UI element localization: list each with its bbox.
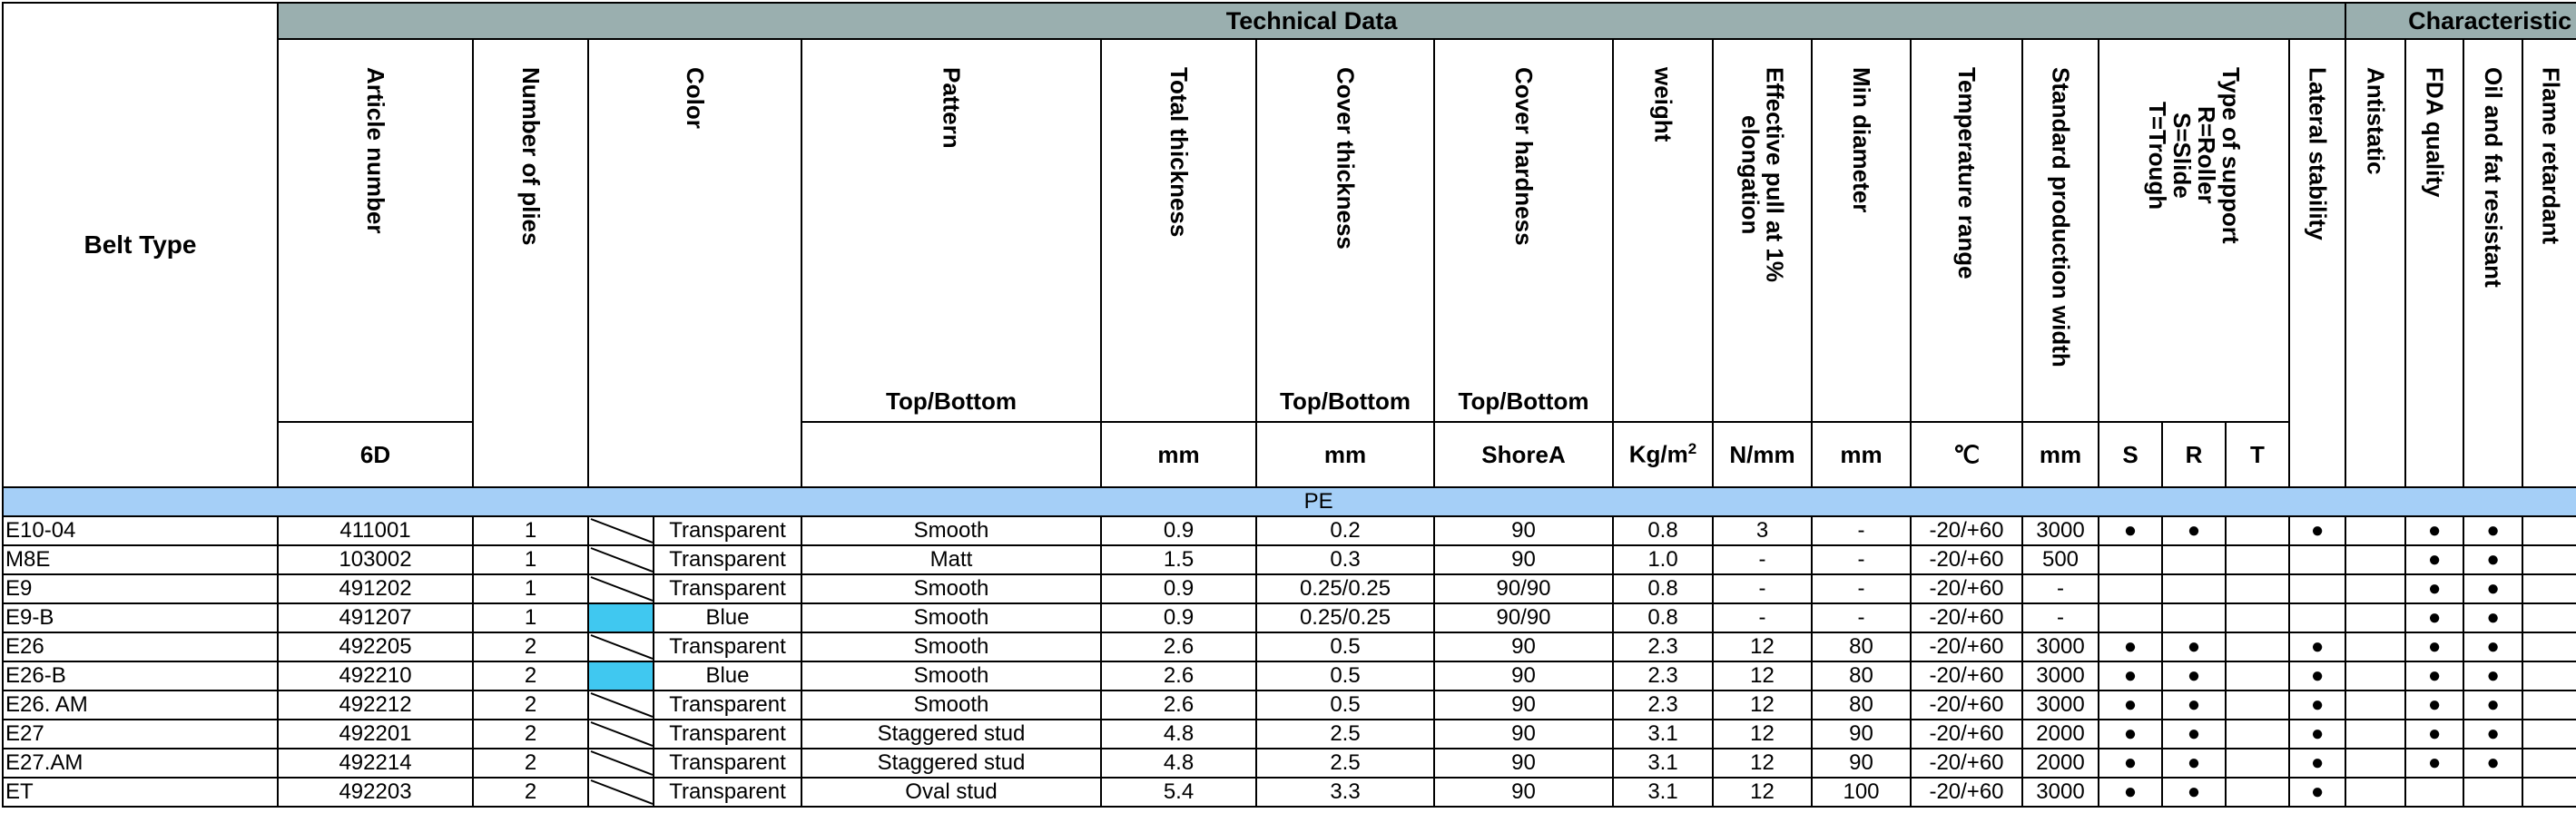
table-row [3, 691, 2576, 720]
production-width-cell: - [2022, 603, 2099, 632]
unit-support-s: S [2099, 422, 2162, 487]
antistatic-cell [2345, 778, 2405, 807]
production-width-cell: - [2022, 574, 2099, 603]
production-width-cell: 3000 [2022, 778, 2099, 807]
header-flame-retardant: Flame retardant [2522, 39, 2576, 487]
lateral-stability-cell: ● [2289, 720, 2345, 749]
cover-thickness-cell: 2.5 [1256, 720, 1434, 749]
support-r-cell [2162, 574, 2226, 603]
total-thickness-cell: 2.6 [1101, 691, 1256, 720]
flame-retardant-cell [2522, 749, 2576, 778]
table-row [3, 749, 2576, 778]
belt-type-cell: M8E [3, 545, 278, 574]
article-number-cell: 103002 [278, 545, 473, 574]
support-s-cell: ● [2099, 632, 2162, 661]
production-width-cell: 2000 [2022, 720, 2099, 749]
color-cell: Transparent [654, 720, 801, 749]
cover-hardness-cell: 90 [1434, 749, 1613, 778]
unit-cover-hardness: ShoreA [1434, 422, 1613, 487]
oil-fat-cell: ● [2463, 516, 2522, 545]
color-swatch [588, 720, 654, 749]
fda-quality-cell: ● [2405, 574, 2463, 603]
support-t-cell [2226, 632, 2289, 661]
temperature-cell: -20/+60 [1911, 603, 2022, 632]
effective-pull-cell: 12 [1713, 661, 1812, 691]
table-row [3, 778, 2576, 807]
fda-quality-cell: ● [2405, 720, 2463, 749]
support-s-cell: ● [2099, 749, 2162, 778]
cover-hardness-cell: 90 [1434, 661, 1613, 691]
weight-cell: 2.3 [1613, 632, 1713, 661]
header-color: Color [588, 39, 801, 487]
pattern-cell: Smooth [801, 632, 1101, 661]
pattern-cell: Smooth [801, 691, 1101, 720]
support-r-cell: ● [2162, 720, 2226, 749]
antistatic-cell [2345, 545, 2405, 574]
plies-cell: 1 [473, 603, 588, 632]
support-s-cell [2099, 574, 2162, 603]
oil-fat-cell: ● [2463, 632, 2522, 661]
temperature-cell: -20/+60 [1911, 720, 2022, 749]
support-r-cell: ● [2162, 691, 2226, 720]
article-number-cell: 491202 [278, 574, 473, 603]
header-antistatic: Antistatic [2345, 39, 2405, 487]
belt-type-cell: E26. AM [3, 691, 278, 720]
belt-type-cell: E27 [3, 720, 278, 749]
effective-pull-cell: 12 [1713, 778, 1812, 807]
min-diameter-cell: - [1812, 603, 1911, 632]
lateral-stability-cell: ● [2289, 661, 2345, 691]
color-cell: Transparent [654, 691, 801, 720]
color-cell: Transparent [654, 632, 801, 661]
color-swatch [588, 603, 654, 632]
color-cell: Blue [654, 661, 801, 691]
pattern-cell: Staggered stud [801, 749, 1101, 778]
color-cell: Transparent [654, 749, 801, 778]
support-r-cell: ● [2162, 749, 2226, 778]
header-temperature-range: Temperature range [1911, 39, 2022, 422]
min-diameter-cell: 80 [1812, 691, 1911, 720]
support-s-cell: ● [2099, 661, 2162, 691]
support-s-cell [2099, 545, 2162, 574]
flame-retardant-cell [2522, 661, 2576, 691]
plies-cell: 2 [473, 720, 588, 749]
total-thickness-cell: 2.6 [1101, 661, 1256, 691]
belt-type-cell: E27.AM [3, 749, 278, 778]
temperature-cell: -20/+60 [1911, 632, 2022, 661]
total-thickness-cell: 4.8 [1101, 749, 1256, 778]
plies-cell: 2 [473, 632, 588, 661]
min-diameter-cell: - [1812, 574, 1911, 603]
color-cell: Transparent [654, 778, 801, 807]
header-effective-pull: Effective pull at 1% elongation [1713, 39, 1812, 422]
flame-retardant-cell [2522, 545, 2576, 574]
support-t-cell [2226, 603, 2289, 632]
article-number-cell: 492210 [278, 661, 473, 691]
unit-article: 6D [278, 422, 473, 487]
unit-weight: $Kg/m^2$ [1613, 422, 1713, 487]
flame-retardant-cell [2522, 574, 2576, 603]
header-cover-thickness-sub: Top/Bottom [1280, 387, 1411, 415]
support-r-cell: ● [2162, 516, 2226, 545]
color-cell: Transparent [654, 516, 801, 545]
temperature-cell: -20/+60 [1911, 516, 2022, 545]
table-row [3, 574, 2576, 603]
oil-fat-cell: ● [2463, 720, 2522, 749]
group-technical-data: Technical Data [278, 3, 2345, 39]
color-cell: Transparent [654, 574, 801, 603]
oil-fat-cell: ● [2463, 661, 2522, 691]
lateral-stability-cell: ● [2289, 749, 2345, 778]
support-s-cell: ● [2099, 720, 2162, 749]
cover-thickness-cell: 0.25/0.25 [1256, 574, 1434, 603]
antistatic-cell [2345, 691, 2405, 720]
header-production-width: Standard production width [2022, 39, 2099, 422]
article-number-cell: 492203 [278, 778, 473, 807]
total-thickness-cell: 0.9 [1101, 574, 1256, 603]
header-article-number: Article number [278, 39, 473, 422]
cover-hardness-cell: 90 [1434, 545, 1613, 574]
color-cell: Blue [654, 603, 801, 632]
article-number-cell: 491207 [278, 603, 473, 632]
total-thickness-cell: 4.8 [1101, 720, 1256, 749]
unit-pattern [801, 422, 1101, 487]
support-r-cell: ● [2162, 661, 2226, 691]
antistatic-cell [2345, 516, 2405, 545]
antistatic-cell [2345, 603, 2405, 632]
lateral-stability-cell: ● [2289, 516, 2345, 545]
support-t-cell [2226, 720, 2289, 749]
min-diameter-cell: 80 [1812, 632, 1911, 661]
temperature-cell: -20/+60 [1911, 661, 2022, 691]
unit-pull: N/mm [1713, 422, 1812, 487]
cover-thickness-cell: 0.2 [1256, 516, 1434, 545]
antistatic-cell [2345, 720, 2405, 749]
pattern-cell: Smooth [801, 574, 1101, 603]
plies-cell: 1 [473, 574, 588, 603]
total-thickness-cell: 0.9 [1101, 516, 1256, 545]
production-width-cell: 3000 [2022, 516, 2099, 545]
lateral-stability-cell: ● [2289, 778, 2345, 807]
cover-hardness-cell: 90 [1434, 778, 1613, 807]
header-lateral-stability: Lateral stability [2289, 39, 2345, 487]
temperature-cell: -20/+60 [1911, 778, 2022, 807]
support-r-cell: ● [2162, 778, 2226, 807]
production-width-cell: 2000 [2022, 749, 2099, 778]
flame-retardant-cell [2522, 632, 2576, 661]
production-width-cell: 3000 [2022, 691, 2099, 720]
header-total-thickness: Total thickness [1101, 39, 1256, 422]
cover-hardness-cell: 90 [1434, 632, 1613, 661]
antistatic-cell [2345, 632, 2405, 661]
weight-cell: 3.1 [1613, 720, 1713, 749]
unit-cover-thickness: mm [1256, 422, 1434, 487]
cover-thickness-cell: 0.5 [1256, 632, 1434, 661]
belt-type-cell: E9-B [3, 603, 278, 632]
cover-hardness-cell: 90/90 [1434, 603, 1613, 632]
header-fda-quality: FDA quality [2405, 39, 2463, 487]
support-s-cell [2099, 603, 2162, 632]
temperature-cell: -20/+60 [1911, 691, 2022, 720]
effective-pull-cell: - [1713, 545, 1812, 574]
pattern-cell: Matt [801, 545, 1101, 574]
belt-type-cell: E10-04 [3, 516, 278, 545]
cover-thickness-cell: 0.3 [1256, 545, 1434, 574]
fda-quality-cell: ● [2405, 661, 2463, 691]
fda-quality-cell: ● [2405, 545, 2463, 574]
table-row [3, 720, 2576, 749]
belt-type-cell: E26-B [3, 661, 278, 691]
belt-type-cell: E26 [3, 632, 278, 661]
belt-type-cell: ET [3, 778, 278, 807]
belt-spec-table [2, 2, 2576, 808]
support-r-cell [2162, 603, 2226, 632]
effective-pull-cell: - [1713, 574, 1812, 603]
temperature-cell: -20/+60 [1911, 545, 2022, 574]
support-r-cell [2162, 545, 2226, 574]
cover-thickness-cell: 0.5 [1256, 661, 1434, 691]
table-row [3, 661, 2576, 691]
total-thickness-cell: 0.9 [1101, 603, 1256, 632]
flame-retardant-cell [2522, 778, 2576, 807]
pattern-cell: Smooth [801, 603, 1101, 632]
support-r-cell: ● [2162, 632, 2226, 661]
support-t-cell [2226, 661, 2289, 691]
weight-cell: 3.1 [1613, 778, 1713, 807]
header-weight: weight [1613, 39, 1713, 422]
cover-hardness-cell: 90 [1434, 691, 1613, 720]
weight-cell: 0.8 [1613, 603, 1713, 632]
belt-type-cell: E9 [3, 574, 278, 603]
color-swatch [588, 632, 654, 661]
oil-fat-cell: ● [2463, 574, 2522, 603]
header-cover-hardness: Cover hardness Top/Bottom [1434, 39, 1613, 422]
support-t-cell [2226, 545, 2289, 574]
effective-pull-cell: 12 [1713, 720, 1812, 749]
min-diameter-cell: 90 [1812, 749, 1911, 778]
weight-cell: 1.0 [1613, 545, 1713, 574]
header-type-of-support: Type of support R=Roller S=Slide T=Trough [2099, 39, 2289, 422]
flame-retardant-cell [2522, 603, 2576, 632]
lateral-stability-cell: ● [2289, 691, 2345, 720]
lateral-stability-cell: ● [2289, 632, 2345, 661]
fda-quality-cell: ● [2405, 691, 2463, 720]
weight-cell: 2.3 [1613, 661, 1713, 691]
header-cover-thickness: Cover thickness Top/Bottom [1256, 39, 1434, 422]
article-number-cell: 492205 [278, 632, 473, 661]
cover-hardness-cell: 90 [1434, 516, 1613, 545]
pattern-cell: Oval stud [801, 778, 1101, 807]
cover-thickness-cell: 2.5 [1256, 749, 1434, 778]
production-width-cell: 3000 [2022, 661, 2099, 691]
fda-quality-cell: ● [2405, 516, 2463, 545]
support-t-cell [2226, 778, 2289, 807]
oil-fat-cell: ● [2463, 749, 2522, 778]
fda-quality-cell: ● [2405, 603, 2463, 632]
antistatic-cell [2345, 574, 2405, 603]
flame-retardant-cell [2522, 720, 2576, 749]
article-number-cell: 492201 [278, 720, 473, 749]
total-thickness-cell: 1.5 [1101, 545, 1256, 574]
oil-fat-cell: ● [2463, 691, 2522, 720]
antistatic-cell [2345, 661, 2405, 691]
antistatic-cell [2345, 749, 2405, 778]
support-t-cell [2226, 749, 2289, 778]
cover-hardness-cell: 90/90 [1434, 574, 1613, 603]
production-width-cell: 3000 [2022, 632, 2099, 661]
unit-support-r: R [2162, 422, 2226, 487]
effective-pull-cell: 12 [1713, 691, 1812, 720]
article-number-cell: 492212 [278, 691, 473, 720]
section-row [3, 487, 2576, 516]
unit-temperature: ℃ [1911, 422, 2022, 487]
oil-fat-cell: ● [2463, 545, 2522, 574]
color-swatch [588, 661, 654, 691]
plies-cell: 1 [473, 516, 588, 545]
color-swatch [588, 749, 654, 778]
effective-pull-cell: 12 [1713, 749, 1812, 778]
weight-cell: 3.1 [1613, 749, 1713, 778]
color-cell: Transparent [654, 545, 801, 574]
header-plies: Number of plies [473, 39, 588, 487]
effective-pull-cell: 3 [1713, 516, 1812, 545]
color-swatch [588, 545, 654, 574]
header-belt-type: Belt Type [3, 3, 278, 487]
support-t-cell [2226, 516, 2289, 545]
cover-thickness-cell: 0.25/0.25 [1256, 603, 1434, 632]
color-swatch [588, 778, 654, 807]
flame-retardant-cell [2522, 516, 2576, 545]
table-row [3, 516, 2576, 545]
plies-cell: 2 [473, 749, 588, 778]
unit-production-width: mm [2022, 422, 2099, 487]
color-swatch [588, 691, 654, 720]
plies-cell: 2 [473, 778, 588, 807]
oil-fat-cell: ● [2463, 603, 2522, 632]
cover-thickness-cell: 3.3 [1256, 778, 1434, 807]
pattern-cell: Staggered stud [801, 720, 1101, 749]
support-s-cell: ● [2099, 691, 2162, 720]
temperature-cell: -20/+60 [1911, 749, 2022, 778]
flame-retardant-cell [2522, 691, 2576, 720]
header-min-diameter: Min diameter [1812, 39, 1911, 422]
unit-total-thickness: mm [1101, 422, 1256, 487]
color-swatch [588, 516, 654, 545]
pattern-cell: Smooth [801, 516, 1101, 545]
min-diameter-cell: - [1812, 516, 1911, 545]
unit-support-t: T [2226, 422, 2289, 487]
cover-thickness-cell: 0.5 [1256, 691, 1434, 720]
fda-quality-cell: ● [2405, 632, 2463, 661]
header-pattern: Pattern Top/Bottom [801, 39, 1101, 422]
header-pattern-sub: Top/Bottom [886, 387, 1017, 415]
support-t-cell [2226, 691, 2289, 720]
header-oil-fat-resistant: Oil and fat resistant [2463, 39, 2522, 487]
unit-min-diameter: mm [1812, 422, 1911, 487]
plies-cell: 2 [473, 661, 588, 691]
production-width-cell: 500 [2022, 545, 2099, 574]
total-thickness-cell: 5.4 [1101, 778, 1256, 807]
weight-cell: 0.8 [1613, 574, 1713, 603]
support-s-cell: ● [2099, 778, 2162, 807]
min-diameter-cell: 80 [1812, 661, 1911, 691]
table-row [3, 632, 2576, 661]
weight-cell: 2.3 [1613, 691, 1713, 720]
effective-pull-cell: - [1713, 603, 1812, 632]
lateral-stability-cell [2289, 574, 2345, 603]
pattern-cell: Smooth [801, 661, 1101, 691]
temperature-cell: -20/+60 [1911, 574, 2022, 603]
min-diameter-cell: 100 [1812, 778, 1911, 807]
lateral-stability-cell [2289, 603, 2345, 632]
min-diameter-cell: - [1812, 545, 1911, 574]
support-s-cell: ● [2099, 516, 2162, 545]
fda-quality-cell: ● [2405, 749, 2463, 778]
section-label: PE [3, 487, 2576, 516]
table-row [3, 545, 2576, 574]
article-number-cell: 411001 [278, 516, 473, 545]
article-number-cell: 492214 [278, 749, 473, 778]
oil-fat-cell [2463, 778, 2522, 807]
support-t-cell [2226, 574, 2289, 603]
cover-hardness-cell: 90 [1434, 720, 1613, 749]
table-row [3, 603, 2576, 632]
plies-cell: 1 [473, 545, 588, 574]
effective-pull-cell: 12 [1713, 632, 1812, 661]
min-diameter-cell: 90 [1812, 720, 1911, 749]
group-characteristic: Characteristic [2345, 3, 2576, 39]
header-cover-hardness-sub: Top/Bottom [1458, 387, 1589, 415]
lateral-stability-cell [2289, 545, 2345, 574]
plies-cell: 2 [473, 691, 588, 720]
weight-cell: 0.8 [1613, 516, 1713, 545]
fda-quality-cell [2405, 778, 2463, 807]
color-swatch [588, 574, 654, 603]
total-thickness-cell: 2.6 [1101, 632, 1256, 661]
